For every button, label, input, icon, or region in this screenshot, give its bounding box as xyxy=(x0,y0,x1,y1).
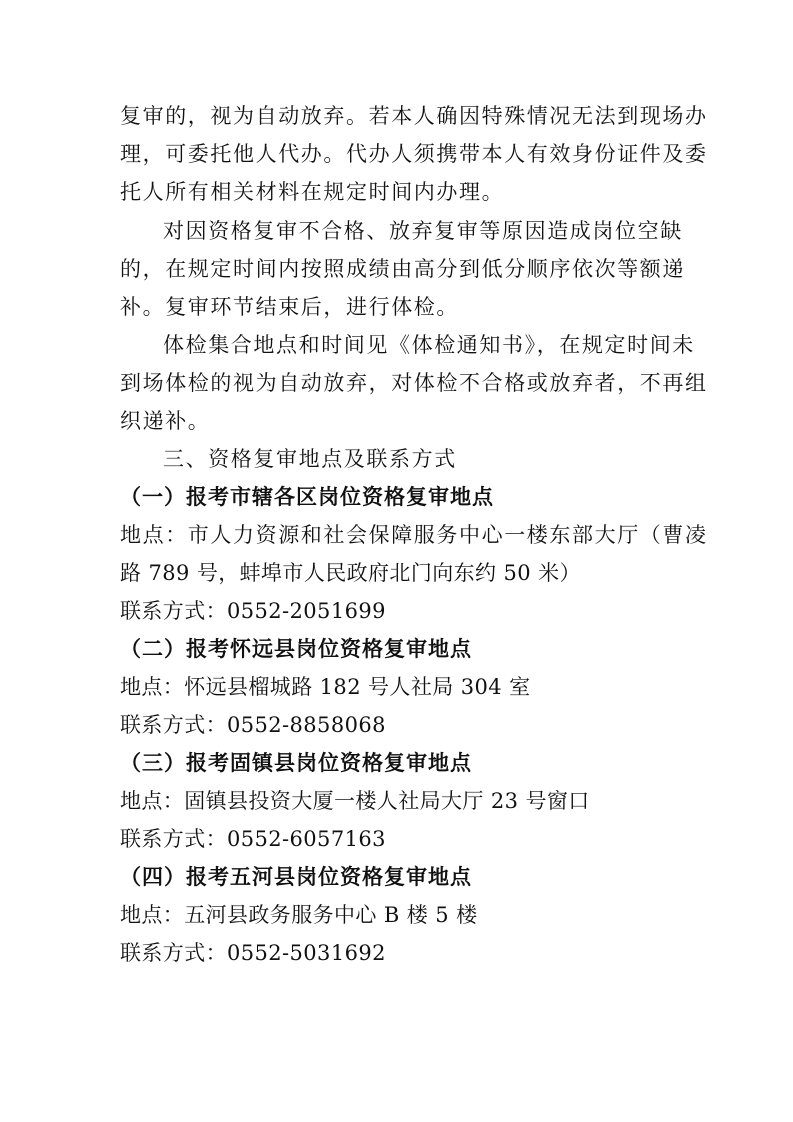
subsection-3-address: 地点：固镇县投资大厦一楼人社局大厅 23 号窗口 xyxy=(120,789,590,813)
para3-line2: 到场体检的视为自动放弃，对体检不合格或放弃者，不再组 xyxy=(120,371,708,395)
para2-line1: 对因资格复审不合格、放弃复审等原因造成岗位空缺 xyxy=(163,219,683,243)
subsection-4-address: 地点：五河县政务服务中心 B 楼 5 楼 xyxy=(120,903,478,927)
subsection-4-contact: 联系方式：0552-5031692 xyxy=(120,941,386,965)
subsection-2-title: （二）报考怀远县岗位资格复审地点 xyxy=(120,637,472,661)
subsection-1-address-line1: 地点：市人力资源和社会保障服务中心一楼东部大厅（曹凌 xyxy=(120,523,708,547)
para1-line3: 托人所有相关材料在规定时间内办理。 xyxy=(120,180,505,204)
para1-line2: 理，可委托他人代办。代办人须携带本人有效身份证件及委 xyxy=(120,142,708,166)
para1-line1: 复审的，视为自动放弃。若本人确因特殊情况无法到现场办 xyxy=(120,104,708,128)
section-heading: 三、资格复审地点及联系方式 xyxy=(163,447,457,471)
subsection-1-contact: 联系方式：0552-2051699 xyxy=(120,599,386,623)
subsection-4-title: （四）报考五河县岗位资格复审地点 xyxy=(120,865,472,889)
para2-line3: 补。复审环节结束后，进行体检。 xyxy=(120,295,459,319)
para2-line2: 的，在规定时间内按照成绩由高分到低分顺序依次等额递 xyxy=(120,257,685,281)
subsection-2-contact: 联系方式：0552-8858068 xyxy=(120,713,386,737)
para3-line3: 织递补。 xyxy=(120,409,211,433)
subsection-1-address-line2: 路 789 号，蚌埠市人民政府北门向东约 50 米） xyxy=(120,561,581,585)
para3-line1: 体检集合地点和时间见《体检通知书》，在规定时间未 xyxy=(163,333,695,357)
subsection-3-contact: 联系方式：0552-6057163 xyxy=(120,827,386,851)
subsection-3-title: （三）报考固镇县岗位资格复审地点 xyxy=(120,751,472,775)
subsection-2-address: 地点：怀远县榴城路 182 号人社局 304 室 xyxy=(120,675,531,699)
subsection-1-title: （一）报考市辖各区岗位资格复审地点 xyxy=(120,485,494,509)
